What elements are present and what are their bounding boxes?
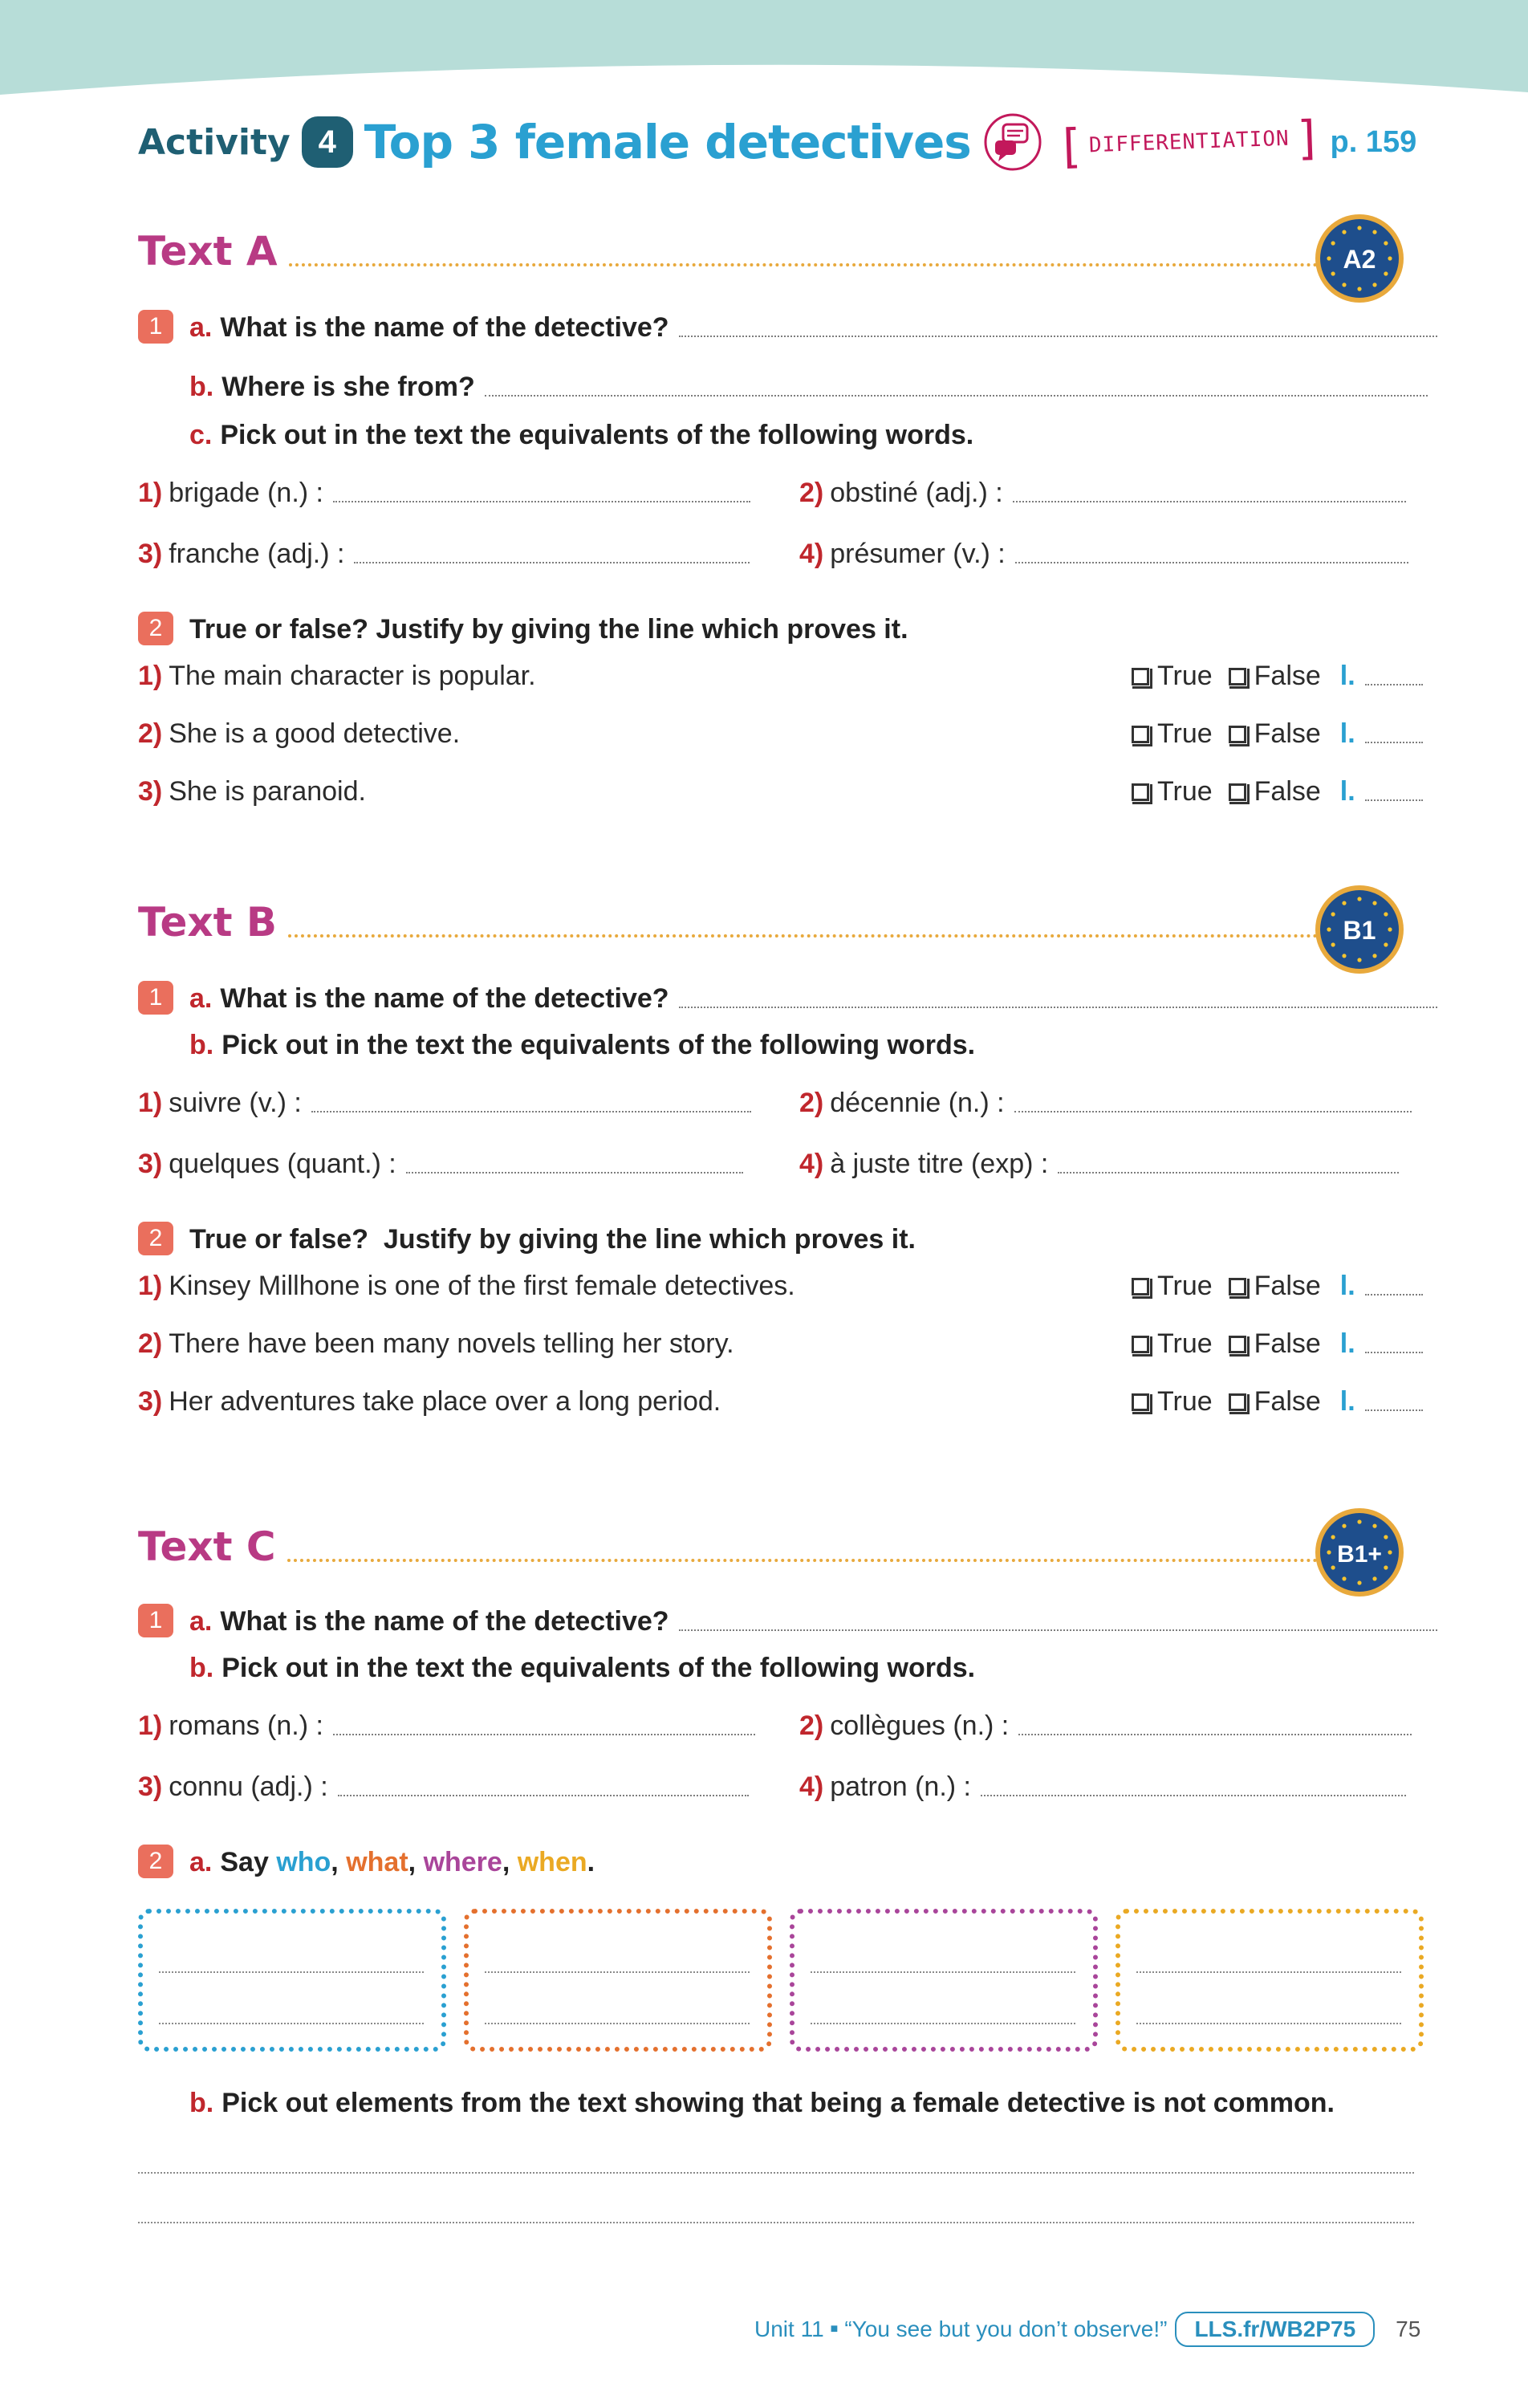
differentiation-label: DIFFERENTIATION	[1088, 126, 1290, 158]
a-q1a-row	[138, 310, 1437, 344]
section-a-divider	[289, 263, 1395, 266]
a-word-4: 4) présumer (v.) :	[799, 538, 1408, 570]
c-q2b-answer-line-1[interactable]	[138, 2172, 1414, 2174]
true-checkbox[interactable]	[1132, 1336, 1149, 1353]
a-q2-row	[138, 612, 908, 645]
square-bullet-icon: ■	[830, 2322, 839, 2336]
level-b1-plus-label: B1+	[1337, 1541, 1382, 1568]
section-b-heading	[138, 899, 1406, 946]
b-q1a-row: 1 a. What is the name of the detective?	[138, 981, 1437, 1015]
activity-header	[138, 106, 1416, 178]
badge-star-icon	[1331, 271, 1335, 275]
badge-star-icon	[1357, 897, 1361, 901]
section-b-title: Text B	[138, 899, 278, 946]
what-answer-box[interactable]	[464, 1909, 772, 2052]
b-q1b-row: b. Pick out in the text the equivalents of the following words.	[189, 1030, 976, 1060]
badge-star-icon	[1384, 1565, 1388, 1569]
b-statement-1: 1) Kinsey Millhone is one of the first female detectives.	[138, 1271, 795, 1301]
badge-star-icon	[1357, 1580, 1361, 1584]
activity-number: 4	[302, 116, 353, 168]
badge-star-icon	[1342, 283, 1346, 287]
line-number-field[interactable]	[1365, 1352, 1423, 1353]
b-word-3: 3) quelques (quant.) :	[138, 1148, 743, 1180]
badge-star-icon	[1342, 1576, 1346, 1580]
a-statement-3: 3) She is paranoid.	[138, 776, 366, 807]
a-word-3-line[interactable]	[354, 562, 750, 563]
badge-star-icon	[1327, 1550, 1331, 1554]
b-statement-3: 3) Her adventures take place over a long period.	[138, 1386, 721, 1417]
c-word-4-line[interactable]	[981, 1795, 1406, 1796]
a-statement-2: 2) She is a good detective.	[138, 718, 461, 749]
b-tf-2: True False l.	[1132, 1328, 1423, 1360]
b-word-1-line[interactable]	[311, 1111, 751, 1112]
bracket-right-icon: ]	[1293, 110, 1323, 166]
where-answer-box[interactable]	[790, 1909, 1098, 2052]
b-word-2-line[interactable]	[1014, 1111, 1412, 1112]
badge-star-icon	[1342, 901, 1346, 905]
a-q1-badge: 1	[138, 310, 173, 344]
a-statement-1: 1) The main character is popular.	[138, 661, 536, 691]
badge-star-icon	[1327, 256, 1331, 260]
a-q1a-answer-line[interactable]	[679, 336, 1437, 337]
c-word-1: 1) romans (n.) :	[138, 1710, 755, 1742]
who-answer-box[interactable]	[138, 1909, 446, 2052]
badge-star-icon	[1384, 1535, 1388, 1539]
b-word-1: 1) suivre (v.) :	[138, 1087, 751, 1119]
badge-star-icon	[1327, 927, 1331, 931]
true-checkbox[interactable]	[1132, 668, 1149, 685]
badge-star-icon	[1342, 230, 1346, 234]
page-number: 75	[1396, 2316, 1421, 2341]
level-b1-label: B1	[1343, 916, 1376, 945]
b-tf-3: True False l.	[1132, 1385, 1423, 1418]
c-word-3: 3) connu (adj.) :	[138, 1771, 749, 1803]
line-number-field[interactable]	[1365, 742, 1423, 743]
c-q2b-row: b. Pick out elements from the text showing that being a female detective is not common.	[189, 2088, 1335, 2118]
b-word-2: 2) décennie (n.) :	[799, 1087, 1412, 1119]
a-tf-1: True False l.	[1132, 660, 1423, 692]
badge-star-icon	[1384, 942, 1388, 946]
a-tf-3: True False l.	[1132, 775, 1423, 807]
b-q1a-answer-line[interactable]	[679, 1007, 1437, 1008]
a-q1c-row	[189, 419, 973, 451]
badge-star-icon	[1372, 901, 1376, 905]
badge-star-icon	[1331, 1535, 1335, 1539]
b-q1-badge: 1	[138, 981, 173, 1015]
false-checkbox[interactable]	[1229, 1278, 1246, 1296]
footer-unit: Unit 11	[754, 2316, 824, 2341]
false-checkbox[interactable]	[1229, 668, 1246, 685]
c-word-3-line[interactable]	[338, 1795, 749, 1796]
true-checkbox[interactable]	[1132, 1393, 1149, 1411]
badge-star-icon	[1357, 958, 1361, 962]
badge-star-icon	[1388, 1550, 1392, 1554]
line-number-field[interactable]	[1365, 684, 1423, 685]
activity-label: Activity	[138, 121, 291, 163]
a-q1c-label: c.	[189, 420, 213, 450]
chat-bubbles-icon	[982, 112, 1043, 173]
a-word-3: 3) franche (adj.) :	[138, 538, 750, 570]
false-checkbox[interactable]	[1229, 1393, 1246, 1411]
c-word-1-line[interactable]	[333, 1734, 755, 1735]
b-q2-row: 2 True or false? Justify by giving the line which proves it.	[138, 1222, 916, 1255]
b-tf-1: True False l.	[1132, 1270, 1423, 1302]
bracket-left-icon: [	[1055, 118, 1086, 174]
true-checkbox[interactable]	[1132, 726, 1149, 743]
b-word-3-line[interactable]	[406, 1172, 743, 1173]
true-checkbox[interactable]	[1132, 783, 1149, 801]
a-q1b-text: Where is she from?	[221, 372, 475, 402]
false-checkbox[interactable]	[1229, 726, 1246, 743]
badge-star-icon	[1357, 226, 1361, 230]
line-number-field[interactable]	[1365, 1409, 1423, 1411]
level-a2-label: A2	[1343, 245, 1376, 274]
section-a-heading	[138, 228, 1406, 275]
level-badge-b1-plus	[1313, 1506, 1406, 1599]
a-q1a-label: a.	[189, 312, 213, 343]
b-q2-badge: 2	[138, 1222, 173, 1255]
badge-star-icon	[1372, 230, 1376, 234]
badge-star-icon	[1331, 241, 1335, 245]
badge-star-icon	[1384, 271, 1388, 275]
differentiation-tag[interactable]	[1055, 112, 1323, 172]
badge-star-icon	[1331, 1565, 1335, 1569]
badge-star-icon	[1357, 1519, 1361, 1523]
a-tf-2: True False l.	[1132, 718, 1423, 750]
section-b-divider	[288, 934, 1395, 938]
c-word-2-line[interactable]	[1018, 1734, 1412, 1735]
a-word-2-line[interactable]	[1013, 501, 1406, 502]
when-answer-box[interactable]	[1116, 1909, 1424, 2052]
badge-star-icon	[1388, 256, 1392, 260]
false-checkbox[interactable]	[1229, 783, 1246, 801]
c-word-2: 2) collègues (n.) :	[799, 1710, 1412, 1742]
badge-star-icon	[1331, 912, 1335, 916]
badge-star-icon	[1331, 942, 1335, 946]
badge-star-icon	[1342, 1524, 1346, 1528]
a-q1c-text: Pick out in the text the equivalents of the following words.	[220, 420, 974, 450]
badge-star-icon	[1372, 283, 1376, 287]
section-c-heading	[138, 1523, 1406, 1570]
c-q1-badge: 1	[138, 1604, 173, 1637]
a-q1a-text: What is the name of the detective?	[220, 312, 669, 343]
a-word-1: 1) brigade (n.) :	[138, 477, 750, 509]
page-footer	[754, 2312, 1420, 2347]
badge-star-icon	[1384, 241, 1388, 245]
a-q1b-label: b.	[189, 372, 214, 402]
a-q1b-row	[189, 371, 1428, 403]
activity-title: Top 3 female detectives	[364, 115, 971, 169]
level-badge-b1	[1313, 883, 1406, 976]
badge-star-icon	[1372, 1524, 1376, 1528]
false-checkbox[interactable]	[1229, 1336, 1246, 1353]
c-q2-badge: 2	[138, 1845, 173, 1878]
b-statement-2: 2) There have been many novels telling her story.	[138, 1328, 734, 1359]
a-word-2: 2) obstiné (adj.) :	[799, 477, 1406, 509]
b-word-4: 4) à juste titre (exp) :	[799, 1148, 1399, 1180]
badge-star-icon	[1388, 927, 1392, 931]
top-band	[0, 0, 1528, 104]
c-q2a-row: 2 a. Say who , what , where , when .	[138, 1845, 595, 1878]
section-c-title: Text C	[138, 1523, 276, 1570]
b-word-4-line[interactable]	[1058, 1172, 1399, 1173]
a-word-4-line[interactable]	[1015, 562, 1408, 563]
c-q2b-answer-line-2[interactable]	[138, 2222, 1414, 2223]
section-a-title: Text A	[138, 228, 278, 275]
badge-star-icon	[1372, 1576, 1376, 1580]
footer-link[interactable]: LLS.fr/WB2P75	[1175, 2312, 1375, 2347]
a-q1b-answer-line[interactable]	[485, 395, 1428, 397]
true-checkbox[interactable]	[1132, 1278, 1149, 1296]
badge-star-icon	[1384, 912, 1388, 916]
badge-star-icon	[1357, 287, 1361, 291]
a-word-1-line[interactable]	[333, 501, 750, 502]
section-c-divider	[287, 1559, 1395, 1562]
a-q2-badge: 2	[138, 612, 173, 645]
footer-quote: “You see but you don’t observe!”	[844, 2316, 1168, 2341]
line-number-field[interactable]	[1365, 799, 1423, 801]
c-q1a-answer-line[interactable]	[679, 1629, 1437, 1631]
c-q1b-row: b. Pick out in the text the equivalents of the following words.	[189, 1653, 976, 1683]
badge-star-icon	[1342, 954, 1346, 958]
badge-star-icon	[1372, 954, 1376, 958]
level-badge-a2	[1313, 212, 1406, 305]
page-reference[interactable]: p. 159	[1330, 124, 1417, 159]
c-q1a-row: 1 a. What is the name of the detective?	[138, 1604, 1437, 1637]
line-number-field[interactable]	[1365, 1294, 1423, 1296]
c-word-4: 4) patron (n.) :	[799, 1771, 1406, 1803]
a-q2-text: True or false? Justify by giving the line which proves it.	[189, 614, 908, 645]
